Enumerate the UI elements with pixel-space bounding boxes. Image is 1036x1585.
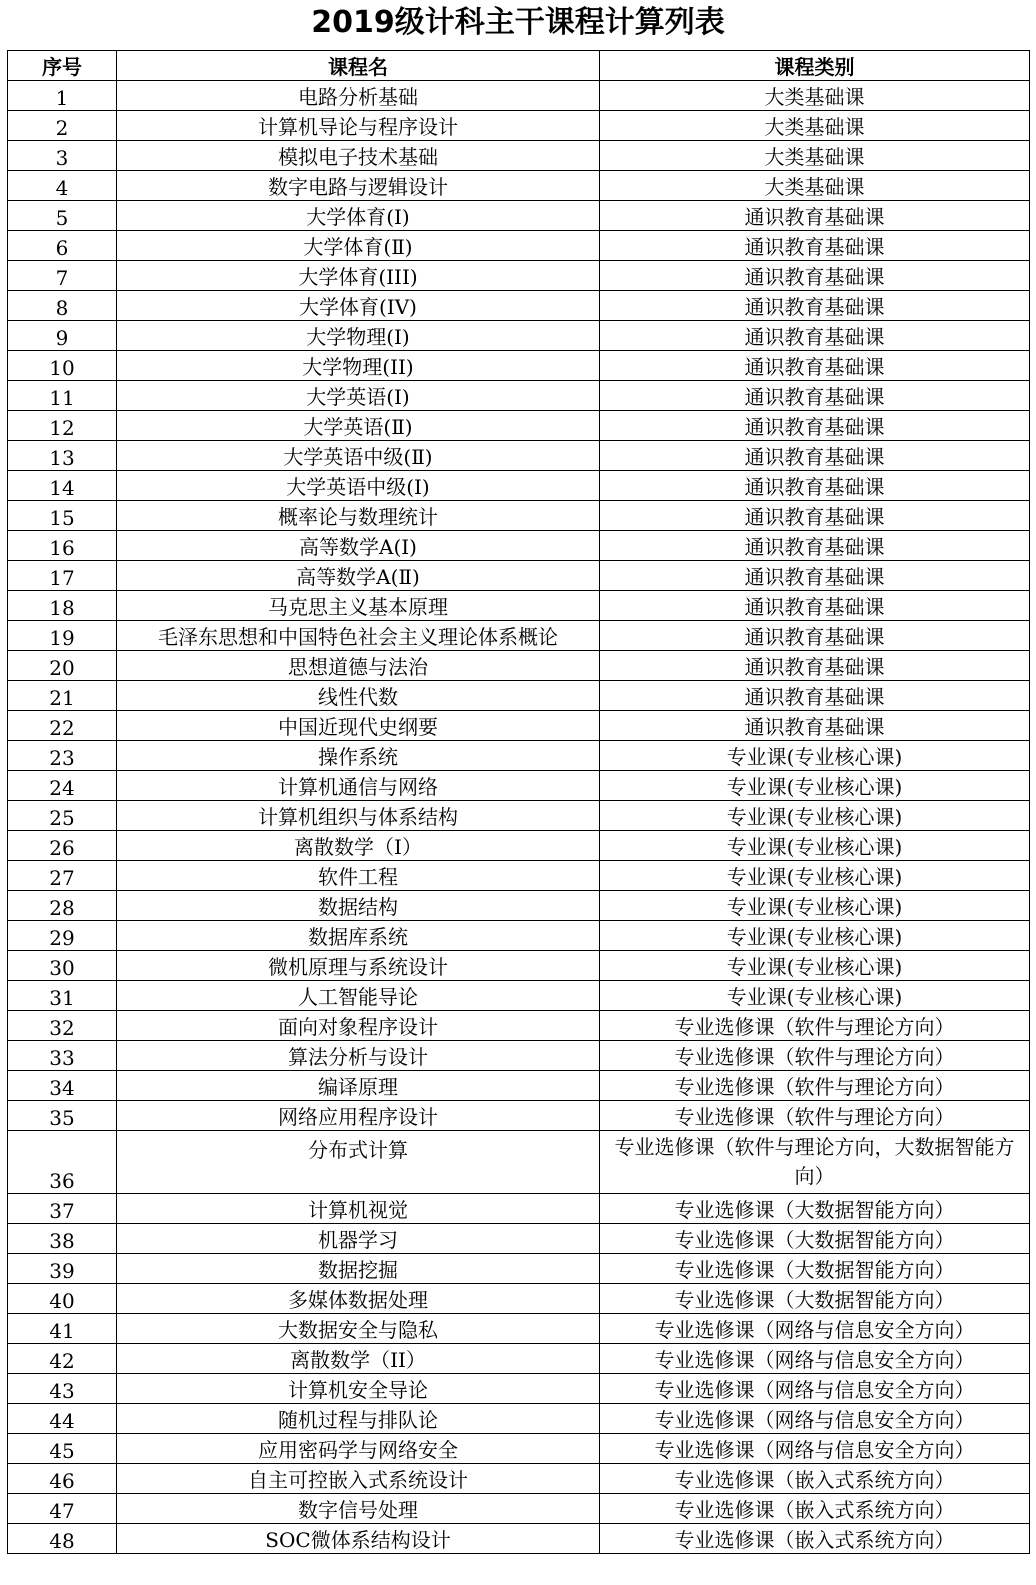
table-row: [8, 531, 1030, 561]
cell-course-name: 网络应用程序设计: [117, 1101, 600, 1131]
table-row: [8, 711, 1030, 741]
cell-course-name: 中国近现代史纲要: [117, 711, 600, 741]
cell-category: 专业选修课（网络与信息安全方向）: [600, 1344, 1030, 1374]
cell-category: 专业课(专业核心课): [600, 951, 1030, 981]
cell-category: 通识教育基础课: [600, 651, 1030, 681]
cell-index: 37: [8, 1194, 117, 1224]
cell-course-name: 面向对象程序设计: [117, 1011, 600, 1041]
header-category: 课程类别: [600, 51, 1030, 81]
cell-index: 3: [8, 141, 117, 171]
cell-course-name: 离散数学（I）: [117, 831, 600, 861]
cell-index: 42: [8, 1344, 117, 1374]
cell-course-name: 计算机安全导论: [117, 1374, 600, 1404]
cell-index: 13: [8, 441, 117, 471]
cell-index: 18: [8, 591, 117, 621]
cell-index: 11: [8, 381, 117, 411]
cell-course-name: 操作系统: [117, 741, 600, 771]
cell-category: 专业课(专业核心课): [600, 771, 1030, 801]
cell-index: 35: [8, 1101, 117, 1131]
table-row: [8, 81, 1030, 111]
table-row: [8, 471, 1030, 501]
cell-course-name: 数据挖掘: [117, 1254, 600, 1284]
table-row: [8, 861, 1030, 891]
cell-category: 专业选修课（软件与理论方向，大数据智能方向）: [600, 1131, 1030, 1194]
table-row: [8, 351, 1030, 381]
cell-index: 34: [8, 1071, 117, 1101]
cell-course-name: 大学体育(III): [117, 261, 600, 291]
table-row: [8, 1224, 1030, 1254]
table-row: [8, 741, 1030, 771]
cell-index: 46: [8, 1464, 117, 1494]
cell-course-name: 毛泽东思想和中国特色社会主义理论体系概论: [117, 621, 600, 651]
table-row: [8, 261, 1030, 291]
cell-category: 通识教育基础课: [600, 621, 1030, 651]
cell-category: 专业选修课（软件与理论方向）: [600, 1011, 1030, 1041]
cell-category: 专业选修课（嵌入式系统方向）: [600, 1494, 1030, 1524]
cell-category: 通识教育基础课: [600, 591, 1030, 621]
table-row: [8, 411, 1030, 441]
cell-course-name: 应用密码学与网络安全: [117, 1434, 600, 1464]
cell-category: 专业课(专业核心课): [600, 741, 1030, 771]
table-row: [8, 1314, 1030, 1344]
cell-index: 22: [8, 711, 117, 741]
cell-index: 33: [8, 1041, 117, 1071]
table-row: [8, 891, 1030, 921]
table-row: [8, 291, 1030, 321]
cell-category: 专业选修课（网络与信息安全方向）: [600, 1404, 1030, 1434]
cell-category: 通识教育基础课: [600, 231, 1030, 261]
cell-course-name: 数字信号处理: [117, 1494, 600, 1524]
table-row: [8, 921, 1030, 951]
cell-course-name: 人工智能导论: [117, 981, 600, 1011]
cell-category: 通识教育基础课: [600, 561, 1030, 591]
cell-course-name: 模拟电子技术基础: [117, 141, 600, 171]
cell-category: 专业选修课（网络与信息安全方向）: [600, 1314, 1030, 1344]
cell-course-name: 编译原理: [117, 1071, 600, 1101]
cell-course-name: 大学体育(IV): [117, 291, 600, 321]
table-row: [8, 1344, 1030, 1374]
cell-index: 17: [8, 561, 117, 591]
cell-index: 43: [8, 1374, 117, 1404]
cell-index: 2: [8, 111, 117, 141]
cell-course-name: 大学体育(Ⅰ): [117, 201, 600, 231]
cell-category: 通识教育基础课: [600, 531, 1030, 561]
cell-category: 通识教育基础课: [600, 291, 1030, 321]
table-row: [8, 111, 1030, 141]
table-row: [8, 381, 1030, 411]
header-index: 序号: [8, 51, 117, 81]
cell-category: 专业选修课（软件与理论方向）: [600, 1041, 1030, 1071]
table-row: [8, 231, 1030, 261]
cell-category: 通识教育基础课: [600, 441, 1030, 471]
cell-category: 专业课(专业核心课): [600, 831, 1030, 861]
cell-category: 专业选修课（大数据智能方向）: [600, 1224, 1030, 1254]
cell-index: 38: [8, 1224, 117, 1254]
table-row: [8, 1464, 1030, 1494]
cell-category: 大类基础课: [600, 141, 1030, 171]
cell-index: 47: [8, 1494, 117, 1524]
cell-category: 专业课(专业核心课): [600, 891, 1030, 921]
cell-index: 27: [8, 861, 117, 891]
cell-course-name: 大学英语(Ⅰ): [117, 381, 600, 411]
cell-index: 6: [8, 231, 117, 261]
table-row: [8, 1041, 1030, 1071]
cell-course-name: 随机过程与排队论: [117, 1404, 600, 1434]
table-row: [8, 1101, 1030, 1131]
course-table-body: [8, 81, 1030, 1554]
table-row: [8, 141, 1030, 171]
cell-course-name: 电路分析基础: [117, 81, 600, 111]
cell-course-name: 机器学习: [117, 1224, 600, 1254]
cell-course-name: 马克思主义基本原理: [117, 591, 600, 621]
cell-category: 专业选修课（嵌入式系统方向）: [600, 1524, 1030, 1554]
cell-index: 16: [8, 531, 117, 561]
cell-category: 通识教育基础课: [600, 501, 1030, 531]
cell-category: 专业选修课（软件与理论方向）: [600, 1101, 1030, 1131]
cell-index: 36: [8, 1131, 117, 1194]
cell-index: 5: [8, 201, 117, 231]
cell-category: 通识教育基础课: [600, 711, 1030, 741]
cell-category: 专业选修课（软件与理论方向）: [600, 1071, 1030, 1101]
cell-index: 29: [8, 921, 117, 951]
cell-course-name: 大学体育(Ⅱ): [117, 231, 600, 261]
cell-course-name: 大学英语中级(I): [117, 471, 600, 501]
table-row: [8, 1524, 1030, 1554]
table-row: [8, 1374, 1030, 1404]
table-row: [8, 801, 1030, 831]
table-row: [8, 831, 1030, 861]
cell-category: 大类基础课: [600, 111, 1030, 141]
cell-category: 专业课(专业核心课): [600, 921, 1030, 951]
cell-course-name: 高等数学A(Ⅰ): [117, 531, 600, 561]
table-row: [8, 621, 1030, 651]
cell-course-name: 算法分析与设计: [117, 1041, 600, 1071]
table-row: [8, 1194, 1030, 1224]
cell-course-name: 微机原理与系统设计: [117, 951, 600, 981]
cell-category: 通识教育基础课: [600, 351, 1030, 381]
cell-index: 32: [8, 1011, 117, 1041]
cell-index: 30: [8, 951, 117, 981]
cell-index: 9: [8, 321, 117, 351]
cell-course-name: 大数据安全与隐私: [117, 1314, 600, 1344]
table-row: [8, 981, 1030, 1011]
cell-course-name: 思想道德与法治: [117, 651, 600, 681]
header-course-name: 课程名: [117, 51, 600, 81]
table-row: [8, 441, 1030, 471]
cell-category: 专业选修课（嵌入式系统方向）: [600, 1464, 1030, 1494]
cell-course-name: 计算机导论与程序设计: [117, 111, 600, 141]
table-row: [8, 1011, 1030, 1041]
table-row: [8, 171, 1030, 201]
cell-category: 专业选修课（大数据智能方向）: [600, 1284, 1030, 1314]
table-header-row: [8, 51, 1030, 81]
cell-index: 7: [8, 261, 117, 291]
table-row: [8, 1284, 1030, 1314]
cell-category: 专业课(专业核心课): [600, 861, 1030, 891]
cell-course-name: 线性代数: [117, 681, 600, 711]
cell-course-name: 数据库系统: [117, 921, 600, 951]
cell-index: 31: [8, 981, 117, 1011]
cell-index: 15: [8, 501, 117, 531]
cell-category: 通识教育基础课: [600, 681, 1030, 711]
cell-index: 20: [8, 651, 117, 681]
cell-index: 21: [8, 681, 117, 711]
table-row: [8, 1254, 1030, 1284]
cell-category: 大类基础课: [600, 81, 1030, 111]
cell-course-name: 计算机通信与网络: [117, 771, 600, 801]
cell-course-name: 软件工程: [117, 861, 600, 891]
table-row: [8, 681, 1030, 711]
cell-course-name: 大学物理(II): [117, 351, 600, 381]
cell-index: 26: [8, 831, 117, 861]
table-row: [8, 951, 1030, 981]
cell-course-name: 高等数学A(Ⅱ): [117, 561, 600, 591]
table-row: [8, 1434, 1030, 1464]
cell-course-name: 计算机组织与体系结构: [117, 801, 600, 831]
cell-category: 通识教育基础课: [600, 201, 1030, 231]
cell-index: 28: [8, 891, 117, 921]
cell-index: 4: [8, 171, 117, 201]
table-row: [8, 1494, 1030, 1524]
cell-category: 专业选修课（网络与信息安全方向）: [600, 1434, 1030, 1464]
table-row: [8, 1404, 1030, 1434]
table-row: [8, 771, 1030, 801]
cell-category: 通识教育基础课: [600, 411, 1030, 441]
cell-index: 48: [8, 1524, 117, 1554]
table-row: [8, 561, 1030, 591]
cell-index: 45: [8, 1434, 117, 1464]
cell-course-name: 计算机视觉: [117, 1194, 600, 1224]
cell-category: 专业课(专业核心课): [600, 981, 1030, 1011]
cell-index: 24: [8, 771, 117, 801]
cell-index: 10: [8, 351, 117, 381]
table-row: [8, 201, 1030, 231]
cell-course-name: 分布式计算: [117, 1131, 600, 1194]
cell-course-name: 概率论与数理统计: [117, 501, 600, 531]
cell-course-name: 大学英语中级(Ⅱ): [117, 441, 600, 471]
cell-course-name: 数据结构: [117, 891, 600, 921]
cell-category: 专业选修课（大数据智能方向）: [600, 1194, 1030, 1224]
cell-course-name: 多媒体数据处理: [117, 1284, 600, 1314]
cell-course-name: 大学物理(Ⅰ): [117, 321, 600, 351]
cell-index: 19: [8, 621, 117, 651]
course-table: [7, 50, 1030, 1554]
cell-index: 1: [8, 81, 117, 111]
cell-course-name: SOC微体系结构设计: [117, 1524, 600, 1554]
cell-course-name: 大学英语(Ⅱ): [117, 411, 600, 441]
cell-category: 大类基础课: [600, 171, 1030, 201]
cell-category: 通识教育基础课: [600, 321, 1030, 351]
cell-index: 25: [8, 801, 117, 831]
cell-index: 41: [8, 1314, 117, 1344]
cell-category: 通识教育基础课: [600, 471, 1030, 501]
cell-category: 通识教育基础课: [600, 261, 1030, 291]
table-row: [8, 1071, 1030, 1101]
cell-course-name: 离散数学（II）: [117, 1344, 600, 1374]
cell-index: 14: [8, 471, 117, 501]
page-title: 2019级计科主干课程计算列表: [311, 5, 725, 40]
cell-category: 专业选修课（网络与信息安全方向）: [600, 1374, 1030, 1404]
cell-category: 专业课(专业核心课): [600, 801, 1030, 831]
table-row: [8, 651, 1030, 681]
table-row: [8, 321, 1030, 351]
cell-index: 12: [8, 411, 117, 441]
cell-index: 23: [8, 741, 117, 771]
table-row: [8, 591, 1030, 621]
cell-index: 39: [8, 1254, 117, 1284]
cell-course-name: 数字电路与逻辑设计: [117, 171, 600, 201]
cell-category: 专业选修课（大数据智能方向）: [600, 1254, 1030, 1284]
cell-index: 40: [8, 1284, 117, 1314]
cell-index: 44: [8, 1404, 117, 1434]
cell-course-name: 自主可控嵌入式系统设计: [117, 1464, 600, 1494]
table-row: [8, 501, 1030, 531]
cell-index: 8: [8, 291, 117, 321]
cell-category: 通识教育基础课: [600, 381, 1030, 411]
table-row: [8, 1131, 1030, 1194]
